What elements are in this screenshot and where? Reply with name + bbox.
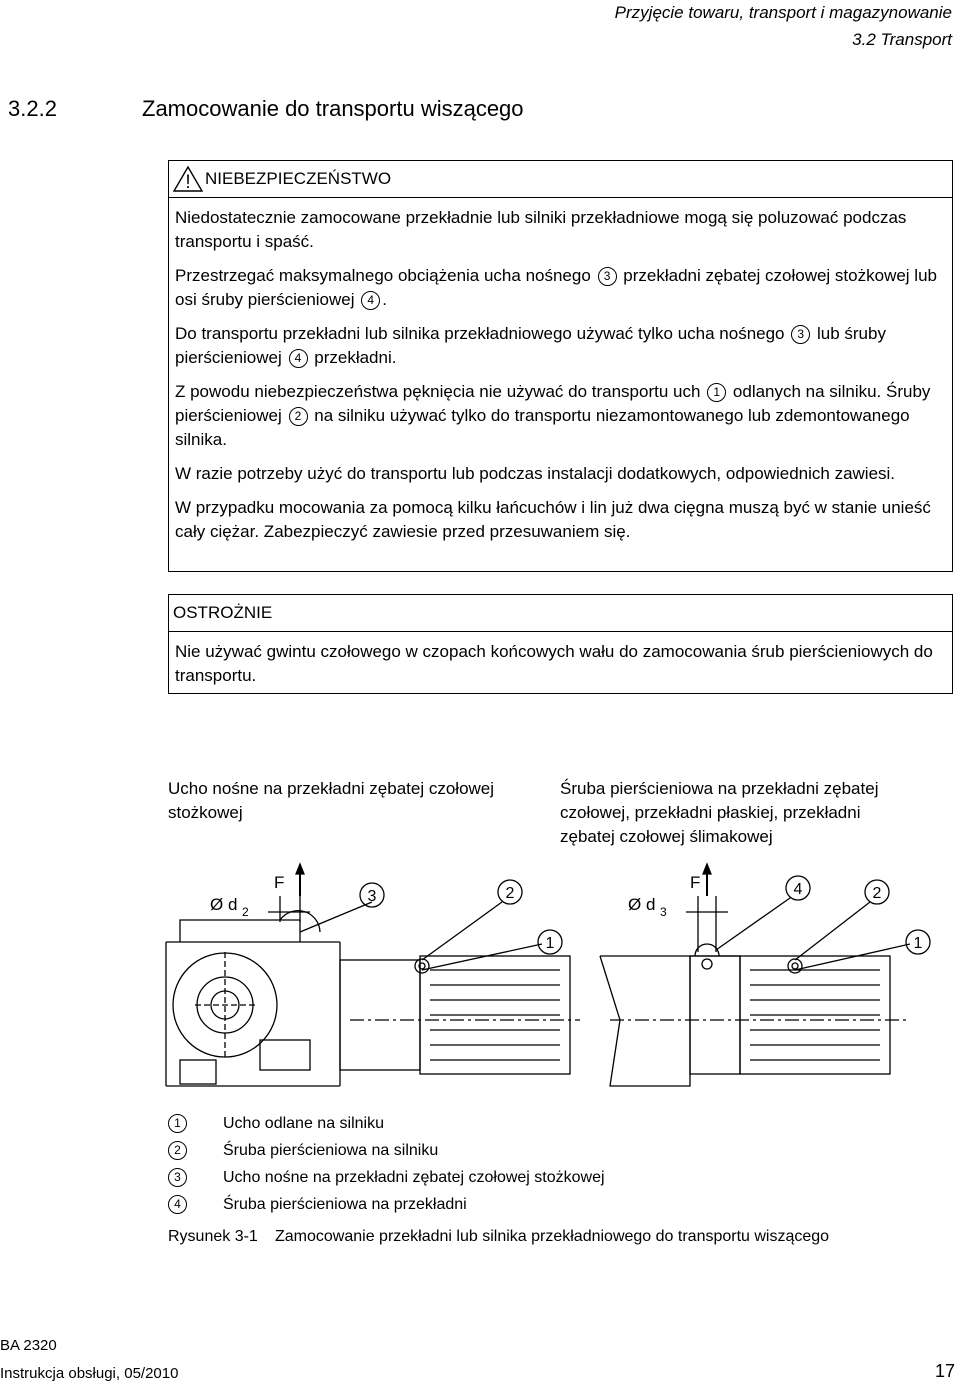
marker-1: 1	[707, 383, 726, 402]
right-callout-4: 4	[793, 881, 803, 898]
legend-text: Śruba pierścieniowa na przekładni	[223, 1195, 467, 1213]
section-title: Zamocowanie do transportu wiszącego	[142, 96, 524, 121]
danger-para-1: Niedostatecznie zamocowane przekładnie lub silniki przekładniowe mogą się poluzować podczas transportu i spaść.	[175, 208, 907, 251]
right-dim-label: Ø d	[628, 895, 656, 914]
marker-2: 2	[289, 407, 308, 426]
legend-text: Ucho nośne na przekładni zębatej czołowej stożkowej	[223, 1168, 605, 1186]
footer-doc-code: BA 2320	[0, 1337, 57, 1354]
caution-title: OSTROŻNIE	[169, 595, 952, 632]
transport-figure	[150, 860, 950, 1100]
figure-number: Rysunek 3-1	[168, 1228, 258, 1245]
footer-doc-title: Instrukcja obsługi, 05/2010	[0, 1365, 179, 1382]
legend-marker: 4	[168, 1195, 187, 1214]
right-callout-2: 2	[872, 885, 882, 902]
running-header-chapter: Przyjęcie towaru, transport i magazynowanie	[614, 3, 952, 22]
left-dimension-lines	[268, 864, 542, 970]
legend-item	[168, 1195, 467, 1214]
marker-3: 3	[598, 267, 617, 286]
danger-notice	[168, 160, 953, 572]
page-number: 17	[934, 1361, 955, 1381]
left-force-label: F	[274, 873, 285, 892]
danger-para-5: W razie potrzeby użyć do transportu lub podczas instalacji dodatkowych, odpowiednich zawiesi.	[175, 464, 896, 483]
left-callout-3: 3	[367, 888, 377, 905]
section-heading	[8, 96, 524, 122]
left-dim-label: Ø d	[210, 895, 238, 914]
figure-caption-right: Śruba pierścieniowa na przekładni zębatej czołowej, przekładni płaskiej, przekładni zębatej czołowej ślimakowej	[560, 779, 879, 846]
marker-4: 4	[361, 291, 380, 310]
danger-para-4: Z powodu niebezpieczeństwa pęknięcia nie używać do transportu uch 1 odlanych na silniku. Śruby pierścieniowej 2 na silniku używać tylko do transportu niezamontowanego lub zdemontowanego silnika.	[175, 382, 931, 449]
right-force-label: F	[690, 873, 701, 892]
danger-para-6: W przypadku mocowania za pomocą kilku łańcuchów i lin już dwa cięgna muszą być w stanie unieść cały ciężar. Zabezpieczyć zawiesie przed przesuwaniem się.	[175, 498, 931, 541]
marker-4: 4	[289, 349, 308, 368]
section-number: 3.2.2	[8, 96, 57, 121]
right-callout-1: 1	[913, 935, 923, 952]
warning-symbol: !	[185, 172, 191, 192]
warning-triangle-icon	[173, 166, 203, 192]
right-dim-sub: 3	[660, 905, 667, 919]
danger-para-3: Do transportu przekładni lub silnika przekładniowego używać tylko ucha nośnego 3 lub śruby pierścieniowej 4 przekładni.	[175, 324, 886, 367]
left-callout-1: 1	[545, 935, 555, 952]
legend-marker: 1	[168, 1114, 187, 1133]
danger-title: NIEBEZPIECZEŃSTWO	[205, 169, 392, 188]
legend-item	[168, 1141, 439, 1160]
running-header-section: 3.2 Transport	[852, 30, 952, 49]
legend-marker: 2	[168, 1141, 187, 1160]
caution-text: Nie używać gwintu czołowego w czopach końcowych wału do zamocowania śrub pierścieniowych do transportu.	[175, 642, 933, 685]
helical-gear-unit-drawing	[600, 944, 910, 1086]
legend-item	[168, 1168, 605, 1187]
figure-caption-text: Zamocowanie przekładni lub silnika przekładniowego do transportu wiszącego	[275, 1228, 830, 1245]
legend-item	[168, 1114, 384, 1133]
figure-caption-left: Ucho nośne na przekładni zębatej czołowej stożkowej	[168, 779, 495, 822]
left-dim-sub: 2	[242, 905, 249, 919]
legend-text: Śruba pierścieniowa na silniku	[223, 1141, 439, 1159]
figure-caption	[168, 1228, 829, 1246]
caution-notice	[168, 594, 953, 694]
legend-marker: 3	[168, 1168, 187, 1187]
bevel-gear-unit-drawing	[166, 911, 580, 1086]
left-callout-2: 2	[505, 885, 515, 902]
danger-para-2: Przestrzegać maksymalnego obciążenia ucha nośnego 3 przekładni zębatej czołowej stożkowej lub osi śruby pierścieniowej 4 .	[175, 266, 937, 309]
marker-3: 3	[791, 325, 810, 344]
legend-text: Ucho odlane na silniku	[223, 1114, 384, 1132]
danger-title-bar	[169, 161, 952, 198]
